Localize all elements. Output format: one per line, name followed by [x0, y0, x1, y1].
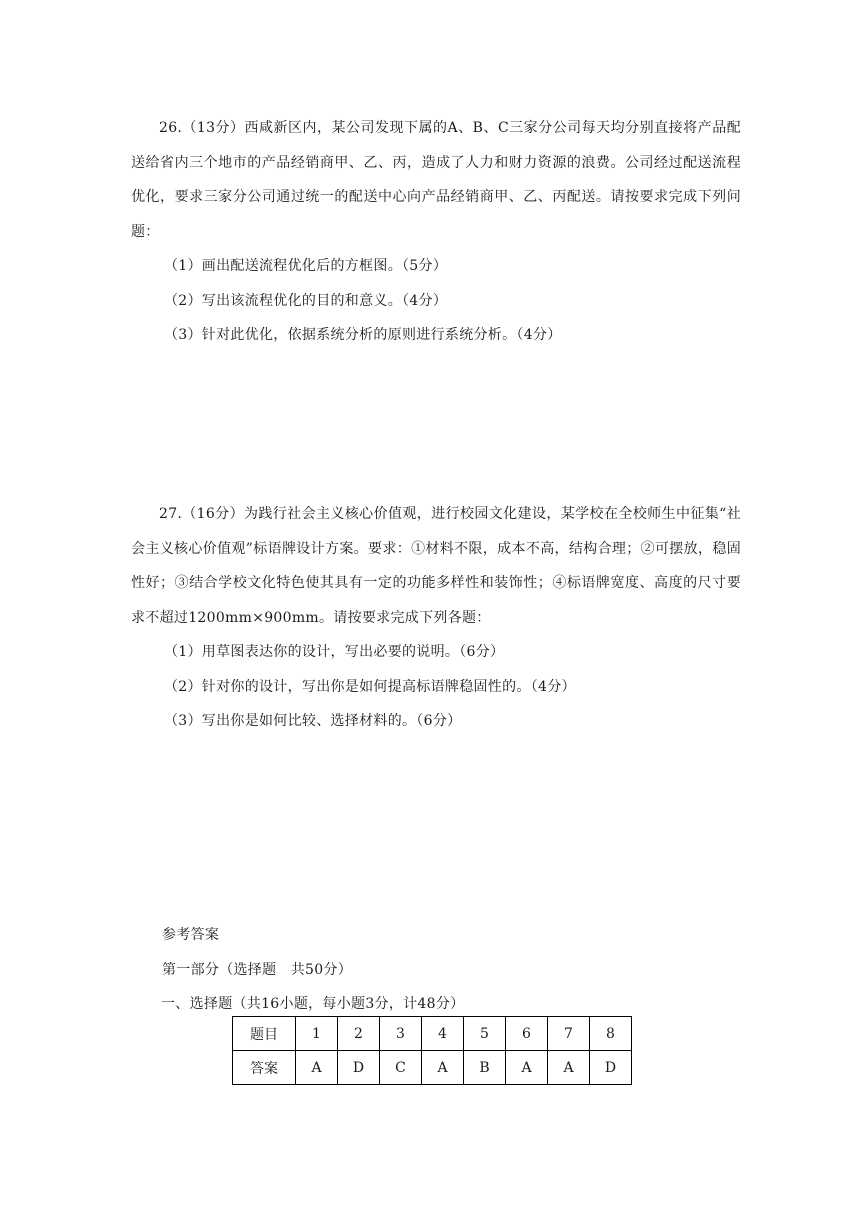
table-cell-number: 3	[380, 1017, 422, 1051]
answer-part-1: 第一部分（选择题 共50分）	[162, 961, 353, 978]
question-27-item-3: （3）写出你是如何比较、选择材料的。（6分）	[164, 713, 462, 729]
answer-table	[232, 1016, 632, 1085]
answer-table-row-answers	[233, 1051, 632, 1085]
question-26-item-1: （1）画出配送流程优化后的方框图。（5分）	[164, 258, 448, 274]
table-cell-number: 8	[590, 1017, 632, 1051]
table-cell-number: 7	[548, 1017, 590, 1051]
table-cell-number: 1	[296, 1017, 338, 1051]
answer-title: 参考答案	[162, 927, 220, 943]
table-cell-answer: A	[548, 1051, 590, 1085]
table-cell-answer: A	[506, 1051, 548, 1085]
table-cell-answer: B	[464, 1051, 506, 1085]
table-cell-answer: A	[296, 1051, 338, 1085]
table-cell-answer: D	[338, 1051, 380, 1085]
table-cell-answer: A	[422, 1051, 464, 1085]
question-26-text: 26.（13分）西咸新区内，某公司发现下属的A、B、C三家分公司每天均分别直接将产品配送给省内三个地市的产品经销商甲、乙、丙，造成了人力和财力资源的浪费。公司经过配送流程优化，要求三家分公司通过统一的配送中心向产品经销商甲、乙、丙配送。请按要求完成下列问题：	[131, 120, 741, 240]
question-26-item-3: （3）针对此优化，依据系统分析的原则进行系统分析。（4分）	[164, 327, 562, 343]
question-26-item-2: （2）写出该流程优化的目的和意义。（4分）	[164, 292, 448, 309]
question-27-text: 27.（16分）为践行社会主义核心价值观，进行校园文化建设，某学校在全校师生中征集“社会主义核心价值观”标语牌设计方案。要求：①材料不限，成本不高，结构合理；②可摆放，稳固性好；③结合学校文化特色使其具有一定的功能多样性和装饰性；④标语牌宽度、高度的尺寸要求不超过1200mm×900mm。请按要求完成下列各题：	[131, 506, 741, 626]
table-header-question: 题目	[233, 1017, 296, 1051]
table-cell-number: 2	[338, 1017, 380, 1051]
answer-section	[162, 918, 722, 1022]
table-cell-number: 6	[506, 1017, 548, 1051]
question-26	[131, 111, 741, 353]
table-cell-number: 5	[464, 1017, 506, 1051]
answer-section-1: 一、选择题（共16小题，每小题3分，计48分）	[161, 996, 465, 1012]
question-27	[131, 497, 741, 739]
question-27-item-2: （2）针对你的设计，写出你是如何提高标语牌稳固性的。（4分）	[164, 678, 576, 695]
answer-table-row-numbers	[233, 1017, 632, 1051]
table-cell-answer: D	[590, 1051, 632, 1085]
table-cell-answer: C	[380, 1051, 422, 1085]
table-header-answer: 答案	[233, 1051, 296, 1085]
table-cell-number: 4	[422, 1017, 464, 1051]
question-27-item-1: （1）用草图表达你的设计，写出必要的说明。（6分）	[164, 644, 505, 660]
